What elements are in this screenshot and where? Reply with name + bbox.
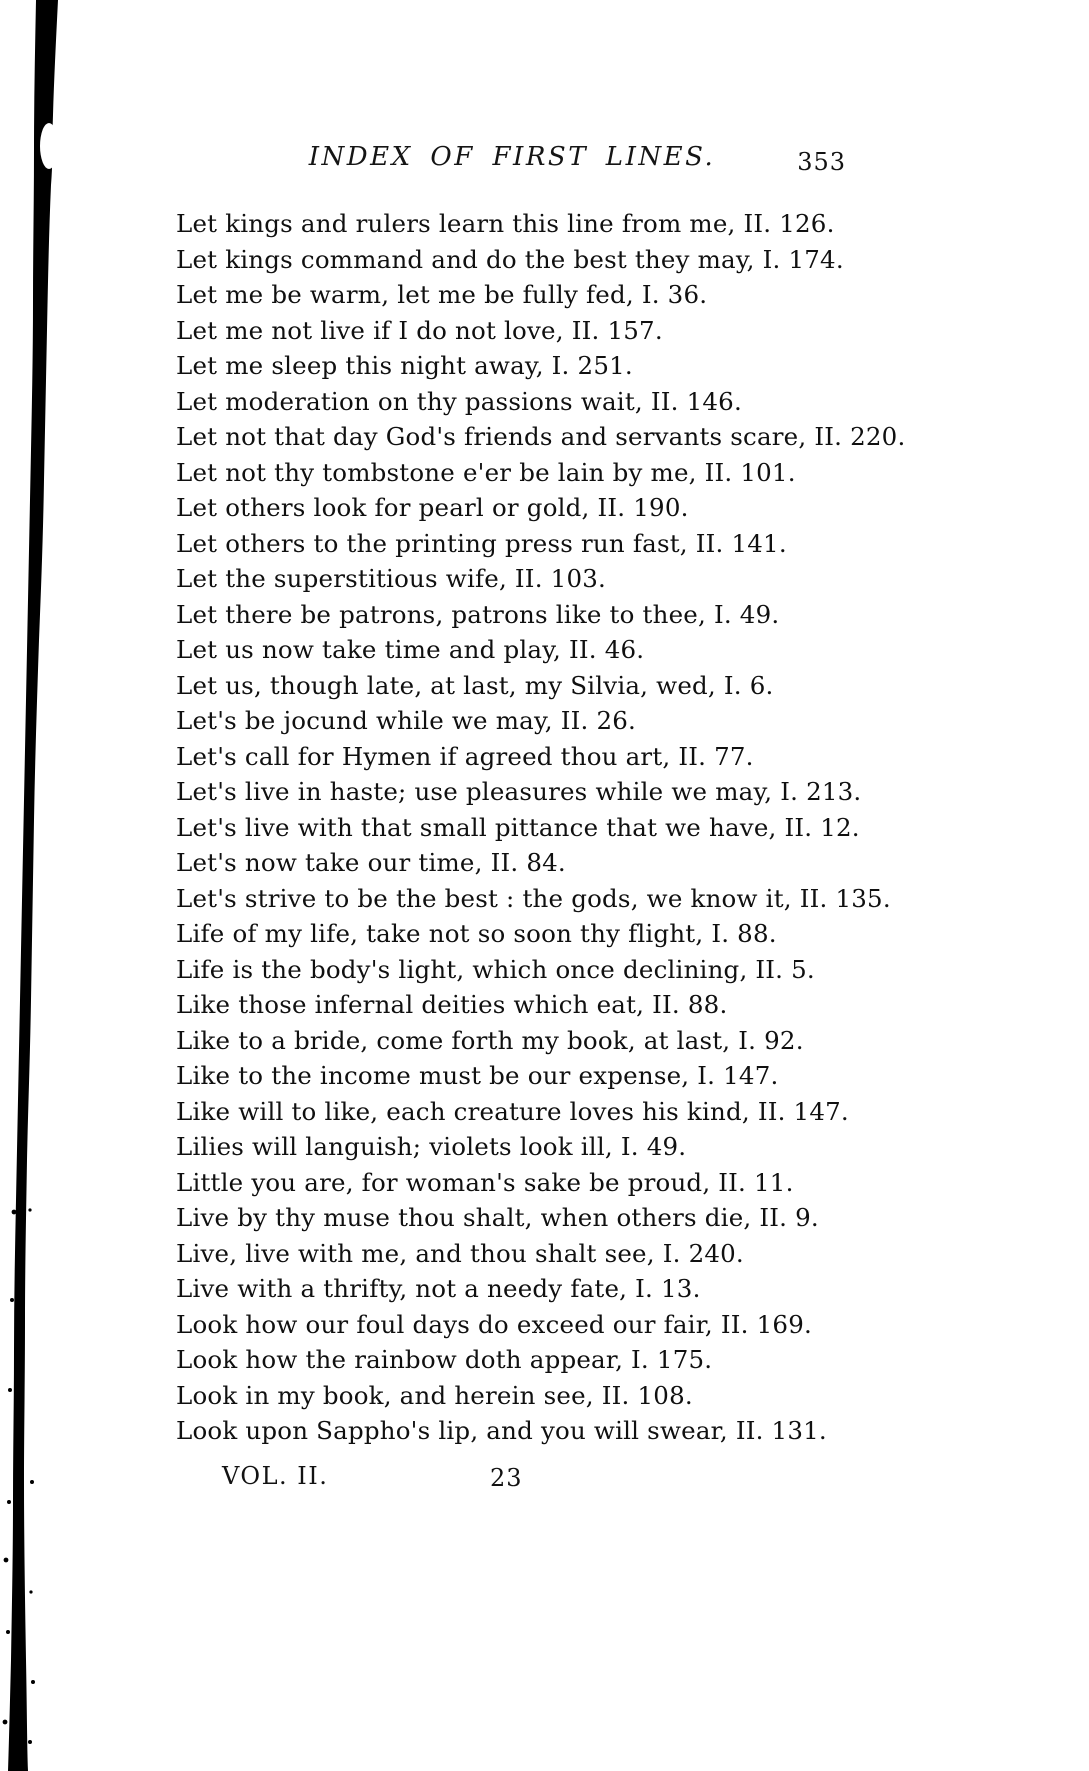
index-entry: Let's live with that small pittance that we have, II. 12. [176,812,860,842]
index-entry-list [176,206,906,1449]
index-entry: Let kings and rulers learn this line from me, II. 126. [176,209,835,238]
index-entry: Look upon Sappho's lip, and you will swear, II. 131. [176,1416,827,1445]
index-entry: Like will to like, each creature loves his kind, II. 147. [176,1096,849,1126]
index-entry: Let's now take our time, II. 84. [176,848,566,877]
index-entry: Let's call for Hymen if agreed thou art, II. 77. [176,741,754,771]
index-entry: Live, live with me, and thou shalt see, I. 240. [176,1238,744,1268]
index-entry: Let's live in haste; use pleasures while we may, I. 213. [176,777,862,806]
index-entry: Like those infernal deities which eat, II. 88. [176,990,728,1019]
index-entry: Let me be warm, let me be fully fed, I. 36. [176,280,708,309]
index-entry: Look how our foul days do exceed our fair, II. 169. [176,1309,812,1339]
index-entry: Let not thy tombstone e'er be lain by me, II. 101. [176,457,796,487]
scan-ink-streak-artifact [0,0,95,1771]
index-entry: Let the superstitious wife, II. 103. [176,564,607,593]
running-header [176,142,848,186]
index-entry: Life is the body's light, which once declining, II. 5. [176,954,815,984]
index-entry: Live with a thrifty, not a needy fate, I. 13. [176,1274,701,1303]
index-entry: Let's be jocund while we may, II. 26. [176,706,637,735]
index-entry: Let moderation on thy passions wait, II. 146. [176,386,742,416]
index-entry: Let's strive to be the best : the gods, we know it, II. 135. [176,883,891,913]
index-entry: Let us, though late, at last, my Silvia, wed, I. 6. [176,670,774,700]
page-footer [176,1462,848,1494]
index-entry: Let me sleep this night away, I. 251. [176,351,633,380]
index-entry: Like to a bride, come forth my book, at last, I. 92. [176,1025,804,1055]
index-entry: Let there be patrons, patrons like to thee, I. 49. [176,599,780,629]
index-entry: Let kings command and do the best they may, I. 174. [176,244,844,274]
index-entry: Little you are, for woman's sake be proud, II. 11. [176,1167,794,1197]
index-entry: Let others look for pearl or gold, II. 190. [176,493,689,522]
page-title: INDEX OF FIRST LINES. [308,142,716,172]
page-number: 353 [797,148,846,176]
index-entry: Life of my life, take not so soon thy flight, I. 88. [176,919,777,948]
index-entry: Let not that day God's friends and servants scare, II. 220. [176,422,906,451]
index-entry: Like to the income must be our expense, I. 147. [176,1061,779,1090]
index-entry: Look in my book, and herein see, II. 108. [176,1380,693,1410]
volume-label: VOL. II. [222,1461,329,1490]
index-entry: Let others to the printing press run fast, II. 141. [176,528,787,558]
index-entry: Look how the rainbow doth appear, I. 175. [176,1345,713,1374]
index-entry: Lilies will languish; violets look ill, I. 49. [176,1132,687,1161]
signature-number: 23 [490,1463,523,1492]
index-entry: Let me not live if I do not love, II. 157. [176,315,663,345]
page-content [176,142,906,1494]
index-entry: Let us now take time and play, II. 46. [176,635,645,664]
index-entry: Live by thy muse thou shalt, when others die, II. 9. [176,1203,819,1232]
